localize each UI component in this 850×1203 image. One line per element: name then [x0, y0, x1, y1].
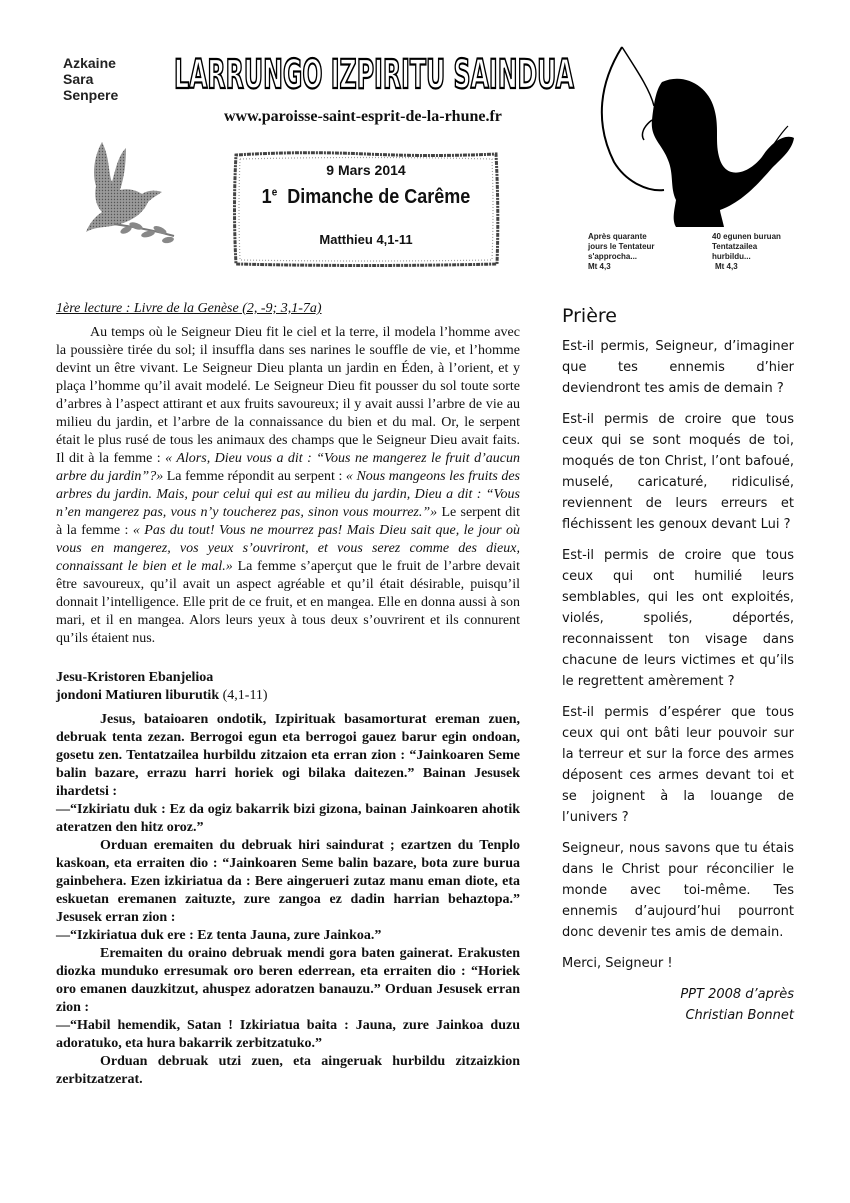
left-column	[56, 300, 520, 1089]
prayer-paragraph: Est-il permis d’espérer que tous ceux qui ont bâti leur pouvoir sur la terreur et sur la force des armes déposent ces armes devant toi et se joignent à la louange de l’univers ?	[562, 705, 794, 825]
prayer-column	[562, 306, 794, 1026]
caption-line: Après quarante	[588, 232, 647, 241]
village-list	[63, 55, 118, 103]
gospel-reference: Matthieu 4,1-11	[319, 232, 413, 247]
gospel-text	[56, 711, 520, 1089]
caption-line: Mt 4,3	[588, 262, 611, 271]
prayer-paragraph: Est-il permis, Seigneur, d’imaginer que tes ennemis d’hier deviendront tes amis de demain ?	[562, 339, 794, 396]
caption-basque	[712, 232, 812, 272]
prayer-paragraph: Est-il permis de croire que tous ceux qui ont humilié leurs semblables, qui les ont exploités, violés, spoliés, déportés, reconnaissent ton visage dans chacune de leurs victimes et qu’ils le regrettent amèrement ?	[562, 548, 794, 689]
gospel-paragraph: Eremaiten du oraino debruak mendi gora baten gainerat. Erakusten diozka munduko erresumak oro beren ederrean, eta erraiten dio : “Horiek oro emanen dauzkitzut, ahuspez adoratzen banauzu.” Orduan Jesusek erran zion :	[56, 946, 520, 1015]
sunday-name: Dimanche de Carême	[287, 186, 471, 208]
gospel-paragraph: Orduan debruak utzi zuen, eta aingeruak hurbildu zitzaizkion zerbitzatzerat.	[56, 1054, 520, 1087]
reading-title: 1ère lecture : Livre de la Genèse (2, -9; 3,1-7a)	[56, 301, 322, 316]
credit-line: Christian Bonnet	[685, 1008, 794, 1023]
sunday-title	[245, 186, 486, 209]
prayer-paragraph: Est-il permis de croire que tous ceux qui se sont moqués de toi, moqués de ton Christ, l’ont bafoué, muselé, caricaturé, ridiculisé, reviennent de leurs erreurs et fléchissent les genoux devant Lui ?	[562, 412, 794, 532]
caption-line: s'approcha...	[588, 252, 638, 261]
website-link[interactable]: www.paroisse-saint-esprit-de-la-rhune.fr	[224, 108, 502, 125]
caption-line: hurbildu...	[712, 252, 751, 261]
gospel-heading-line	[56, 687, 520, 705]
reading-quote: « Pas du tout! Vous ne mourrez pas! Mais Dieu sait que, le jour où vous en mangerez, vos yeux s’ouvriront, et vous serez comme des dieux, connaissant le bien et le mal.»	[56, 523, 520, 574]
parish-title-text: LARRUNGO IZPIRITU SAINDUA	[174, 52, 575, 98]
gospel-heading-line: Jesu-Kristoren Ebanjelioa	[56, 670, 214, 685]
sunday-number: 1	[261, 186, 272, 208]
prayer-paragraph: Seigneur, nous savons que tu étais dans le Christ pour réconcilier le monde avec toi-même. Tes ennemis d’aujourd’hui pourront donc devenir tes amis de demain.	[562, 841, 794, 940]
reading-text	[56, 324, 520, 648]
gospel-book: jondoni Matiuren liburutik	[56, 688, 220, 703]
caption-line: Mt 4,3	[715, 262, 738, 271]
reading-quote: « Nous mangeons les fruits des arbres du jardin. Mais, pour celui qui est au milieu du jardin, Dieu a dit : “Vous n’en mangerez pas, vous n’y toucherez pas, sinon vous mourrez.”»	[56, 469, 521, 520]
temptation-figure-illustration	[592, 42, 798, 227]
sunday-suffix: e	[271, 186, 278, 199]
caption-line: jours le Tentateur	[588, 242, 655, 251]
gospel-paragraph: —“Izkiriatua duk ere : Ez tenta Jauna, zure Jainkoa.”	[56, 928, 382, 943]
reading-segment: La femme s’aperçut que le fruit de l’arbre devait être savoureux, qu’il avait un aspect agréable et qu’il était désirable, puisqu’il donnait l’intelligence. Elle prit de ce fruit, et en mangea. Elle en donna aussi à son mari, et il en mangea. Alors leurs yeux à tous deux s’ouvrirent et ils connurent qu’ils étaient nus.	[56, 559, 520, 646]
village-name: Senpere	[63, 87, 119, 103]
gospel-paragraph: —“Habil hemendik, Satan ! Izkiriatua baita : Jauna, zure Jainkoa duzu adoratuko, eta hura bakarrik zerbitzatuko.”	[56, 1018, 520, 1051]
dove-icon	[56, 138, 196, 246]
reading-quote: « Alors, Dieu vous a dit : “Vous ne mangerez le fruit d’aucun arbre du jardin”?»	[56, 451, 520, 484]
date-box	[232, 150, 500, 268]
gospel-chapter-ref: (4,1-11)	[222, 688, 268, 703]
prayer-credit	[562, 984, 794, 1026]
village-name: Sara	[63, 71, 94, 87]
reading-segment: Au temps où le Seigneur Dieu fit le ciel et la terre, il modela l’homme avec la poussière tirée du sol; il insuffla dans ses narines le souffle de vie, et l’homme devint un être vivant. Le Seigneur Dieu planta un jardin en Éden, à l’orient, et y plaça l’homme qu’il avait modelé. Le Seigneur Dieu fit pousser du sol toute sorte d’arbres à l’aspect attirant et aux fruits savoureux; il y avait aussi l’arbre de vie au milieu du jardin, et l’arbre de la connaissance du bien et du mal. Or, le serpent était le plus rusé de tous les animaux des champs que le Seigneur Dieu avait faits. Il dit à la femme :	[56, 325, 520, 466]
gospel-paragraph: —“Izkiriatu duk : Ez da ogiz bakarrik bizi gizona, bainan Jainkoaren ahotik ateratzen den hitz oroz.”	[56, 802, 520, 835]
reading-segment: Le serpent dit à la femme :	[56, 505, 520, 538]
caption-french	[588, 232, 698, 272]
gospel-heading	[56, 669, 520, 705]
prayer-title: Prière	[562, 305, 617, 327]
prayer-thanks: Merci, Seigneur !	[562, 956, 673, 971]
reading-segment: La femme répondit au serpent :	[163, 469, 346, 484]
caption-line: 40 egunen buruan	[712, 232, 781, 241]
caption-line: Tentatzailea	[712, 242, 758, 251]
credit-line: PPT 2008 d’après	[680, 987, 794, 1002]
date-text: 9 Mars 2014	[326, 162, 406, 178]
gospel-paragraph: Orduan eremaiten du debruak hiri saindurat ; ezartzen du Tenplo kaskoan, eta erraiten dio : “Jainkoaren Seme balin bazare, bota zure burua gainbehera. Ezen izkiriatua da : Bere aingerueri zutaz manu eman diote, eta eskuetan eremanen zaituzte, zure zangoa ez dadin harrian behaztopa.” Jesusek erran zion :	[56, 838, 520, 925]
parish-title-logo	[170, 48, 578, 96]
gospel-paragraph: Jesus, bataioaren ondotik, Izpirituak basamorturat ereman zuen, debruak tenta zezan. Berrogoi egun eta berrogoi gauez barur egin ondoan, gosetu zen. Tentatzailea hurbildu zitzaion eta erran zion : “Jainkoaren Seme balin bazare, errazu harri horiek ogi bilaka daitezen.” Bainan Jesusek ihardetsi :	[56, 712, 520, 799]
village-name: Azkaine	[63, 55, 116, 71]
